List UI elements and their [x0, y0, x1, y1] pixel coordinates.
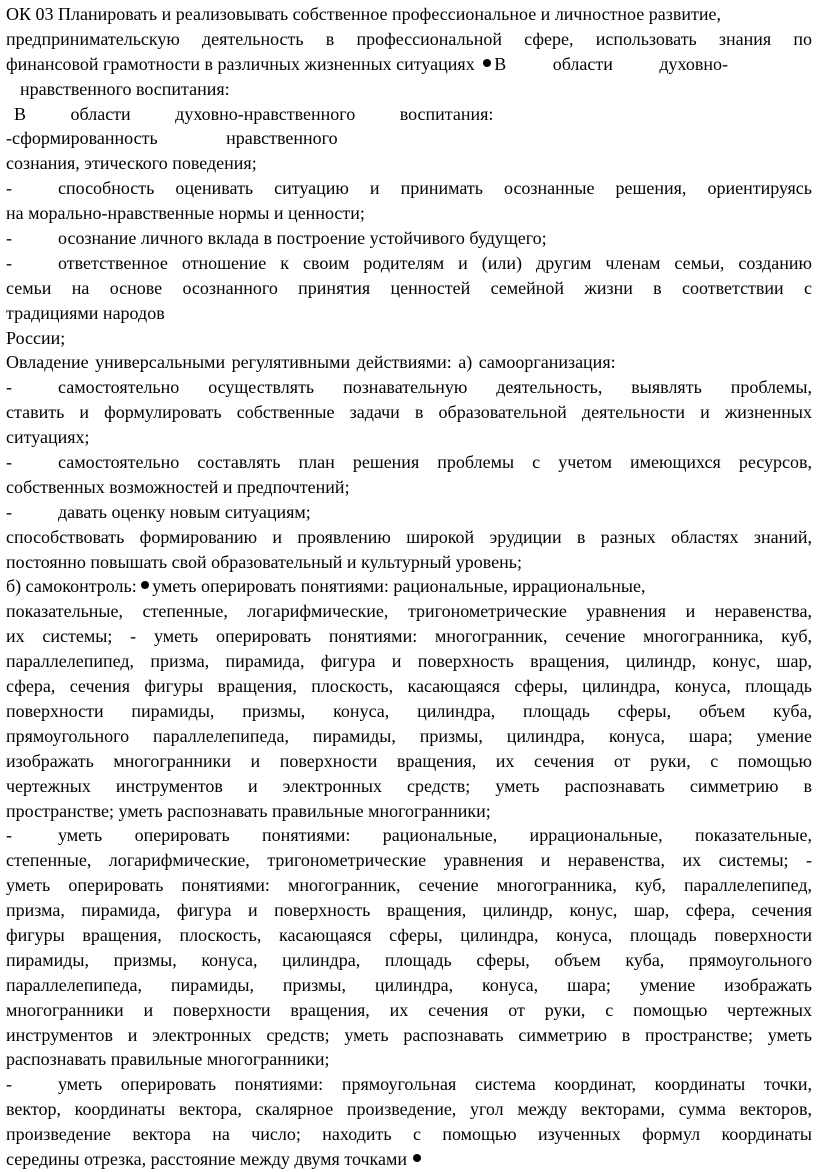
list-item-text: уметь оперировать понятиями: рациональные, иррациональные, показательные, — [58, 825, 812, 846]
list-item-text: ответственное отношение к своим родителям и (или) другим членам семьи, созданию — [58, 252, 812, 273]
bullet-icon — [483, 59, 491, 67]
text-line: Овладение универсальными регулятивными действиями: а) самоорганизация: — [6, 352, 616, 373]
list-item-text: давать оценку новым ситуациям; — [58, 501, 311, 522]
bullet-icon — [141, 581, 149, 589]
text-line: постоянно повышать свой образовательный и культурный уровень; — [6, 551, 522, 572]
text-line: сознания, этического поведения; — [6, 153, 257, 174]
text-line: прямоугольного параллелепипеда, пирамиды, призмы, цилиндра, конуса, шара; умение — [6, 725, 812, 746]
dash-marker: - — [6, 252, 12, 273]
text-line: параллелепипеда, пирамиды, призмы, цилиндра, конуса, шара; умение изображать — [6, 974, 812, 995]
text-fragment: б) самоконтроль: — [6, 576, 142, 597]
list-item — [6, 823, 812, 848]
list-item — [6, 1072, 812, 1097]
dash-marker: - — [6, 1074, 12, 1095]
text-line: ситуациях; — [6, 427, 90, 448]
list-item-text: самостоятельно осуществлять познавательную деятельность, выявлять проблемы, — [58, 377, 812, 398]
text-line: пирамиды, призмы, конуса, цилиндра, площадь сферы, объем куба, прямоугольного — [6, 949, 812, 970]
text-fragment: уметь оперировать понятиями: рациональные, иррациональные, — [152, 576, 646, 597]
text-fragment: В области духовно- — [494, 53, 728, 74]
text-line — [6, 52, 812, 77]
text-line: фигуры вращения, плоскость, касающаяся сферы, цилиндра, конуса, площадь поверхности — [6, 924, 812, 945]
text-line: призма, пирамида, фигура и поверхность вращения, цилиндр, конус, шар, сфера, сечения — [6, 900, 812, 921]
text-line: чертежных инструментов и электронных средств; уметь распознавать симметрию в — [6, 775, 812, 796]
text-line: инструментов и электронных средств; уметь распознавать симметрию в пространстве; уметь — [6, 1024, 812, 1045]
text-line: семьи на основе осознанного принятия ценностей семейной жизни в соответствии с — [6, 277, 812, 298]
section-heading: В области духовно-нравственного воспитания: — [14, 103, 494, 124]
dash-marker: - — [6, 825, 12, 846]
heading-line: ОК 03 Планировать и реализовывать собственное профессиональное и личностное развитие, — [6, 4, 721, 24]
text-line: параллелепипед, призма, пирамида, фигура и поверхность вращения, цилиндр, конус, шар, — [6, 651, 812, 672]
bullet-icon — [413, 1154, 421, 1162]
dash-marker: - — [6, 178, 12, 199]
list-item-text: осознание личного вклада в построение устойчивого будущего; — [58, 228, 547, 249]
text-line: сфера, сечения фигуры вращения, плоскость, касающаяся сферы, цилиндра, конуса, площадь — [6, 676, 812, 697]
list-item — [6, 251, 812, 276]
text-line: -сформированность нравственного — [6, 128, 338, 149]
text-line: России; — [6, 327, 66, 348]
text-line: предпринимательскую деятельность в профессиональной сфере, использовать знания по — [6, 28, 812, 49]
text-line — [6, 574, 812, 599]
list-item — [6, 176, 812, 201]
text-line: традициями народов — [6, 302, 165, 323]
text-line: нравственного воспитания: — [20, 78, 230, 99]
dash-marker: - — [6, 228, 12, 249]
list-item — [6, 500, 812, 525]
text-line: на морально-нравственные нормы и ценности; — [6, 203, 365, 224]
list-item-text: самостоятельно составлять план решения проблемы с учетом имеющихся ресурсов, — [58, 452, 812, 473]
text-line: пространстве; уметь распознавать правильные многогранники; — [6, 800, 491, 821]
dash-marker: - — [6, 377, 12, 398]
text-line: уметь оперировать понятиями: многогранник, сечение многогранника, куб, параллелепипед, — [6, 875, 812, 896]
text-line: их системы; - уметь оперировать понятиями: многогранник, сечение многогранника, куб, — [6, 626, 812, 647]
text-line: вектор, координаты вектора, скалярное произведение, угол между векторами, сумма векторов, — [6, 1099, 812, 1120]
list-item-text: способность оценивать ситуацию и принимать осознанные решения, ориентируясь — [58, 178, 812, 199]
text-line: собственных возможностей и предпочтений; — [6, 476, 350, 497]
text-line: способствовать формированию и проявлению широкой эрудиции в разных областях знаний, — [6, 526, 812, 547]
text-line: многогранники и поверхности вращения, их сечения от руки, с помощью чертежных — [6, 999, 812, 1020]
dash-marker: - — [6, 452, 12, 473]
text-line: показательные, степенные, логарифмические, тригонометрические уравнения и неравенства, — [6, 601, 812, 622]
text-fragment: середины отрезка, расстояние между двумя точками — [6, 1148, 408, 1169]
list-item-text: уметь оперировать понятиями: прямоугольная система координат, координаты точки, — [58, 1074, 812, 1095]
text-fragment: финансовой грамотности в различных жизненных ситуациях — [6, 53, 480, 74]
text-line: степенные, логарифмические, тригонометрические уравнения и неравенства, их системы; - — [6, 850, 812, 871]
list-item — [6, 450, 812, 475]
text-line: распознавать правильные многогранники; — [6, 1049, 330, 1070]
text-line — [6, 1147, 812, 1172]
list-item — [6, 375, 812, 400]
text-line: поверхности пирамиды, призмы, конуса, цилиндра, площадь сферы, объем куба, — [6, 700, 812, 721]
text-line: изображать многогранники и поверхности вращения, их сечения от руки, с помощью — [6, 750, 812, 771]
dash-marker: - — [6, 501, 12, 522]
text-line: произведение вектора на число; находить с помощью изученных формул координаты — [6, 1124, 812, 1145]
text-line: ставить и формулировать собственные задачи в образовательной деятельности и жизненных — [6, 402, 812, 423]
list-item — [6, 226, 812, 251]
